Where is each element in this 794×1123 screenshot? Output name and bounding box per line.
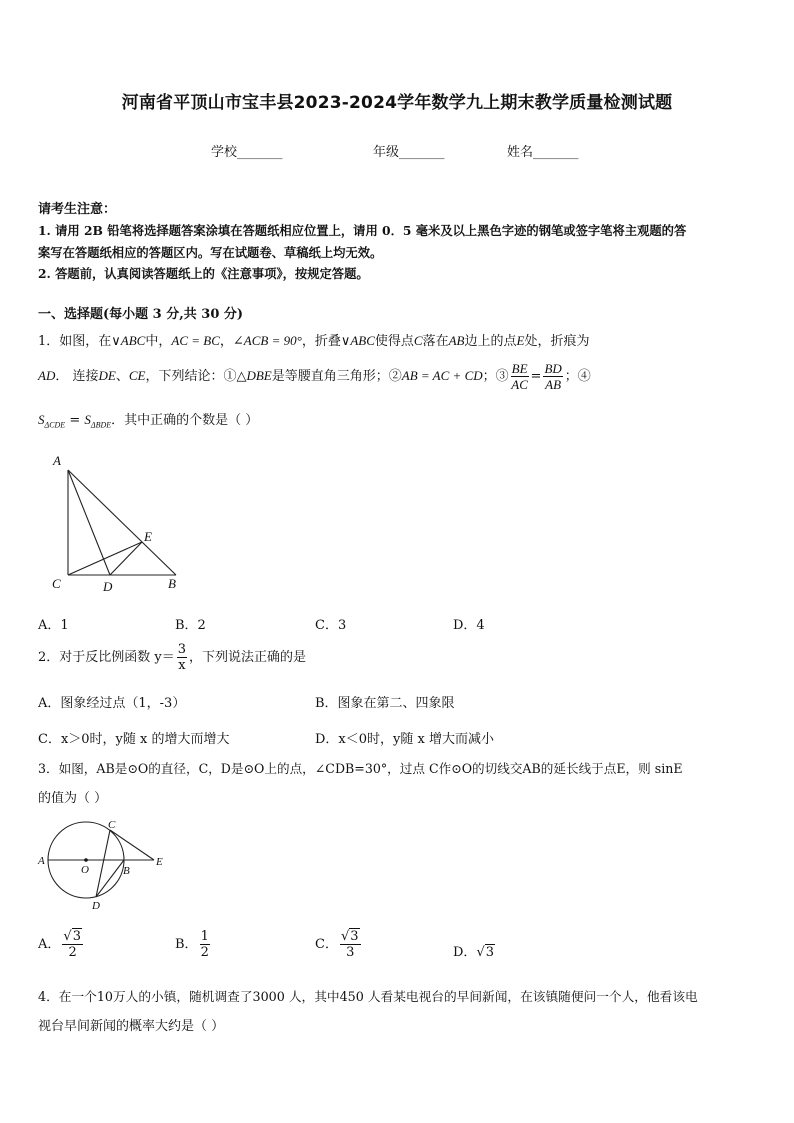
q1-fraction-1: $\frac{BE}{AC}$ [511, 361, 528, 392]
q3-option-c-fraction: $\frac{√3}{3}$ [340, 929, 359, 960]
q1-option-c[interactable]: C．3 [315, 618, 347, 633]
q1-label-b: B [168, 576, 176, 591]
name-field [507, 141, 579, 160]
q1-triangle-figure [44, 448, 194, 598]
q3-label-o: O [81, 864, 89, 876]
q1-option-b[interactable]: B．2 [175, 618, 206, 633]
q2-fraction: $\frac{3}{x}$ [177, 642, 187, 673]
q1-option-a[interactable]: A．1 [38, 618, 69, 633]
q1-option-d[interactable]: D．4 [453, 618, 485, 633]
q3-center-dot [84, 858, 88, 862]
q2-stem: 2．对于反比例函数 y＝ $\frac{3}{x}$ ，下列说法正确的是 [38, 642, 307, 673]
notice-item-1: 1. 请用 2B 铅笔将选择题答案涂填在答题纸相应位置上，请用 0．5 毫米及以上黑色字迹的钢笔或签字笔将主观题的答 [38, 223, 687, 238]
notice-heading: 请考生注意： [38, 202, 117, 217]
q3-label-b: B [123, 865, 130, 877]
section-heading: 一、选择题(每小题 3 分,共 30 分) [38, 307, 244, 322]
q3-label-d: D [92, 900, 100, 912]
q2-option-c[interactable]: C．x＞0时，y随 x 的增大而增大 [38, 732, 230, 747]
q4-line2: 视台早间新闻的概率大约是（ ） [38, 1019, 225, 1034]
q3-option-d[interactable]: D．√3 [453, 945, 495, 960]
q3-label-a: A [38, 855, 45, 867]
page-title: 河南省平顶山市宝丰县2023-2024学年数学九上期末教学质量检测试题 [121, 93, 673, 113]
q2-option-a[interactable]: A．图象经过点（1，-3） [38, 696, 186, 711]
q1-fraction-2: $\frac{BD}{AB}$ [544, 361, 562, 392]
q1-line3: $S_{\Delta CDE} = S_{\Delta BDE}$．其中正确的个数是（ ） [38, 412, 259, 430]
q3-label-e: E [156, 856, 163, 868]
q1-label-d: D [103, 579, 113, 594]
grade-label: 年级 [373, 145, 400, 160]
school-label: 学校 [211, 145, 238, 160]
q1-line2: AD． 连接DE、CE，下列结论：①△DBE是等腰直角三角形；②AB = AC + CD；③ $\frac{BE}{AC}$ = $\frac{BD}{AB}$ ；④ [38, 361, 591, 392]
q1-label-e: E [144, 529, 152, 544]
q3-option-b[interactable]: B． $\frac{1}{2}$ [175, 929, 209, 960]
name-blank: _______ [533, 145, 579, 160]
q2-option-d[interactable]: D．x＜0时，y随 x 增大而减小 [315, 732, 494, 747]
name-label: 姓名 [507, 145, 534, 160]
q3-circle-figure [34, 818, 174, 913]
q1-line1: 1．如图，在∨ABC中，AC = BC，∠ACB = 90°，折叠∨ABC使得点C落在AB边上的点E处，折痕为 [38, 333, 590, 349]
q3-option-a-fraction: $\frac{√3}{2}$ [63, 929, 81, 960]
grade-field [373, 141, 445, 160]
q3-label-c: C [108, 819, 116, 831]
q1-label-a: A [53, 453, 61, 468]
q1-label-c: C [52, 576, 61, 591]
q3-option-c[interactable]: C． $\frac{√3}{3}$ [315, 929, 359, 960]
school-field [211, 141, 283, 160]
grade-blank: _______ [399, 145, 445, 160]
notice-item-2: 2. 答题前，认真阅读答题纸上的《注意事项》，按规定答题。 [38, 266, 369, 281]
notice-item-1-cont: 案写在答题纸相应的答题区内。写在试题卷、草稿纸上均无效。 [38, 245, 383, 260]
q3-line2: 的值为（ ） [38, 791, 108, 806]
q3-option-b-fraction: $\frac{1}{2}$ [200, 929, 209, 960]
q2-option-b[interactable]: B．图象在第二、四象限 [315, 696, 455, 711]
q4-line1: 4．在一个10万人的小镇，随机调查了3000 人，其中450 人看某电视台的早间新闻，在该镇随便问一个人，他看该电 [38, 989, 698, 1004]
school-blank: _______ [237, 145, 283, 160]
q3-line1: 3．如图，AB是⊙O的直径，C，D是⊙O上的点，∠CDB=30°，过点 C作⊙O的切线交AB的延长线于点E，则 sinE [38, 761, 683, 776]
q3-option-a[interactable]: A． $\frac{√3}{2}$ [38, 929, 81, 960]
